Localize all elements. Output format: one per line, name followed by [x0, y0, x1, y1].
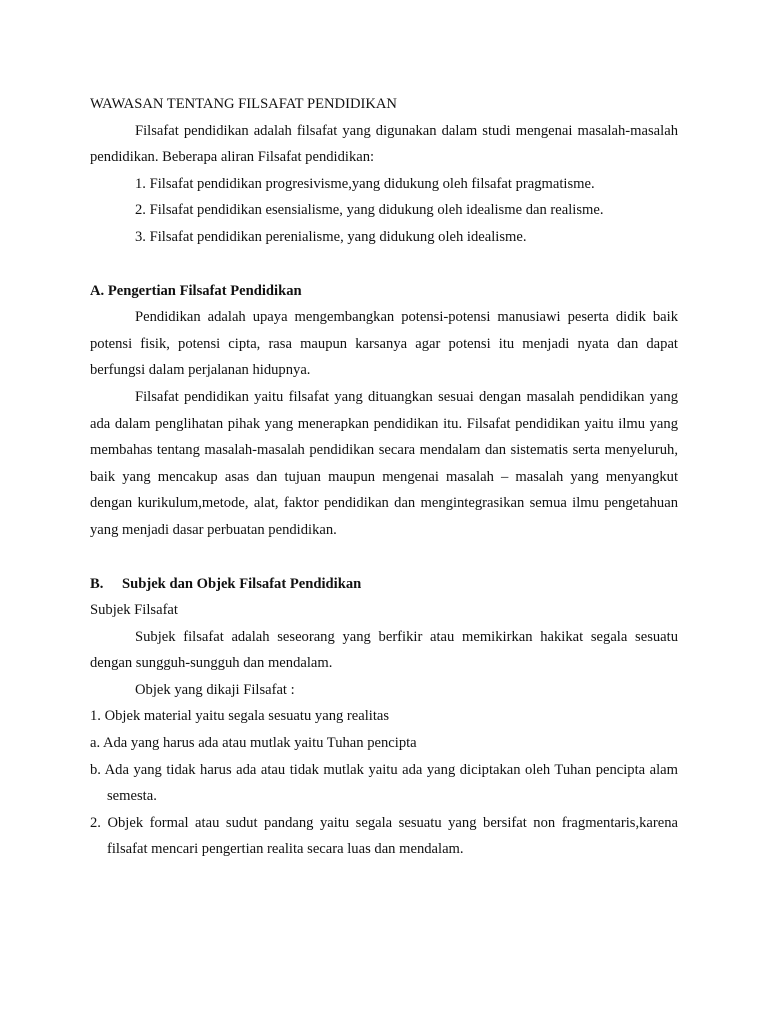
- subject-paragraph: Subjek filsafat adalah seseorang yang berfikir atau memikirkan hakikat segala sesuatu dengan sungguh-sungguh dan mendalam.: [90, 628, 678, 672]
- spacer: [90, 544, 678, 571]
- intro-list-item: 1. Filsafat pendidikan progresivisme,yang didukung oleh filsafat pragmatisme.: [135, 175, 595, 192]
- object-list-item: 2. Objek formal atau sudut pandang yaitu segala sesuatu yang bersifat non fragmentaris,karena filsafat mencari pengertian realita secara luas dan mendalam.: [90, 814, 678, 858]
- section-b-heading-text: Subjek dan Objek Filsafat Pendidikan: [122, 575, 362, 592]
- object-intro: Objek yang dikaji Filsafat :: [135, 681, 295, 698]
- object-list-item: b. Ada yang tidak harus ada atau tidak mutlak yaitu ada yang diciptakan oleh Tuhan pencipta alam semesta.: [90, 761, 678, 805]
- intro-paragraph: Filsafat pendidikan adalah filsafat yang digunakan dalam studi mengenai masalah-masalah pendidikan. Beberapa aliran Filsafat pendidikan:: [90, 122, 678, 166]
- section-a-paragraph: Pendidikan adalah upaya mengembangkan potensi-potensi manusiawi peserta didik baik potensi fisik, potensi cipta, rasa maupun karsanya agar potensi itu menjadi nyata dan dapat berfungsi dalam perjalanan hidupnya.: [90, 309, 678, 379]
- section-b-letter: B.: [90, 575, 104, 592]
- document-page: [90, 91, 678, 863]
- document-title: WAWASAN TENTANG FILSAFAT PENDIDIKAN: [90, 96, 397, 112]
- object-list-item: 1. Objek material yaitu segala sesuatu yang realitas: [90, 708, 390, 725]
- intro-list-item: 3. Filsafat pendidikan perenialisme, yang didukung oleh idealisme.: [135, 228, 527, 245]
- intro-list-item: 2. Filsafat pendidikan esensialisme, yang didukung oleh idealisme dan realisme.: [135, 202, 604, 219]
- section-b-heading: [90, 571, 678, 598]
- section-a-paragraph: Filsafat pendidikan yaitu filsafat yang dituangkan sesuai dengan masalah pendidikan yang ada dalam penglihatan pihak yang menerapkan pendidikan itu. Filsafat pendidikan yaitu ilmu yang membahas tentang masalah-masalah pendidikan secara mendalam dan sistematis serta menyeluruh, baik yang mencakup asas dan tujuan maupun mengenai masalah – masalah yang menyangkut dengan kurikulum,metode, alat, faktor pendidikan dan mengintegrasikan semua ilmu pengetahuan yang menjadi dasar perbuatan pendidikan.: [90, 388, 678, 538]
- object-list-item: a. Ada yang harus ada atau mutlak yaitu Tuhan pencipta: [90, 735, 417, 752]
- spacer: [90, 251, 678, 278]
- section-a-heading: A. Pengertian Filsafat Pendidikan: [90, 282, 302, 299]
- section-b-subheading: Subjek Filsafat: [90, 602, 178, 619]
